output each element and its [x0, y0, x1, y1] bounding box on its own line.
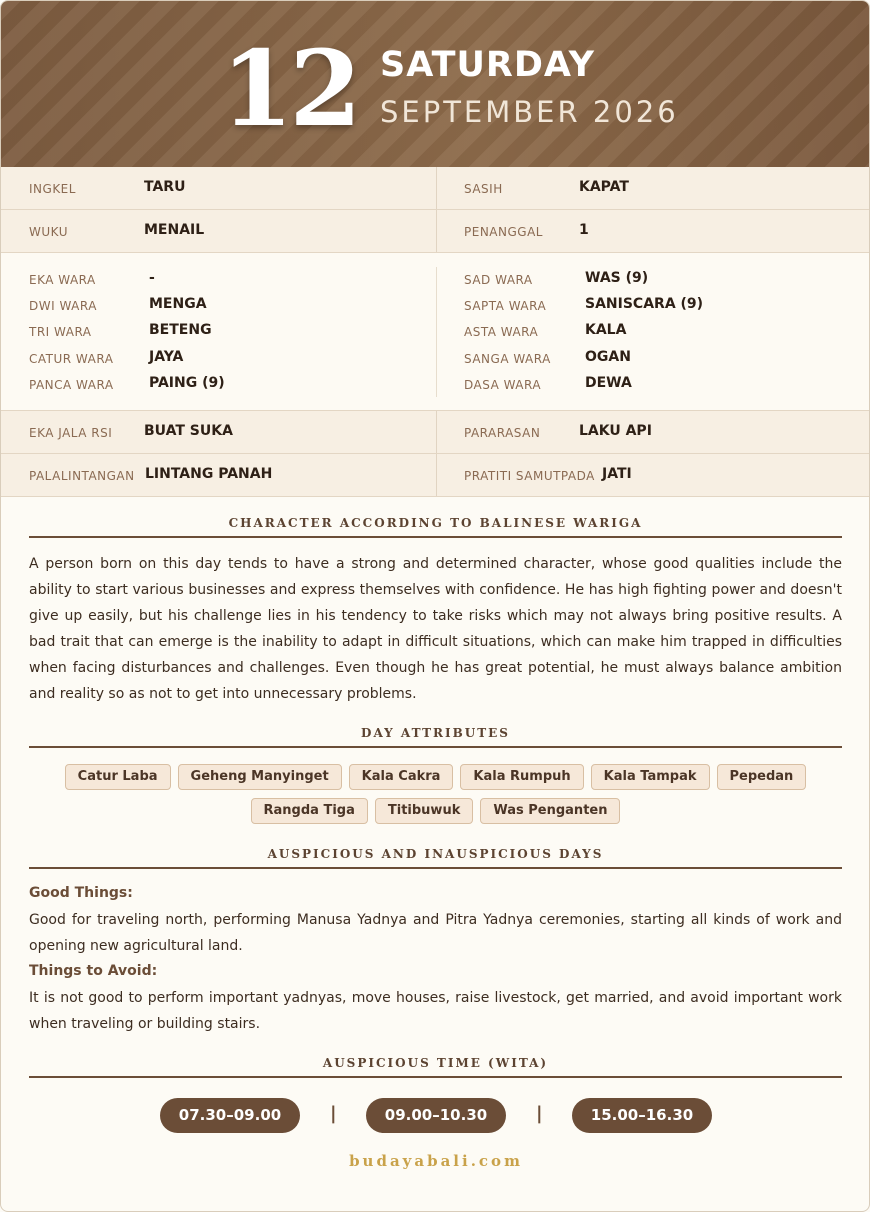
- tri-wara-value: BETENG: [149, 322, 212, 338]
- attribute-chip: Catur Laba: [65, 764, 171, 790]
- things-to-avoid-heading: Things to Avoid:: [29, 963, 158, 979]
- sanga-wara-label: SANGA WARA: [464, 352, 551, 366]
- sapta-wara-label: SAPTA WARA: [464, 299, 547, 313]
- dwi-wara-value: MENGA: [149, 296, 207, 312]
- character-title: CHARACTER ACCORDING TO BALINESE WARIGA: [29, 516, 842, 538]
- eka-jala-rsi-label: EKA JALA RSI: [29, 426, 113, 440]
- attribute-chip: Rangda Tiga: [251, 798, 368, 824]
- ingkel-value: TARU: [144, 179, 186, 195]
- penanggal-label: PENANGGAL: [464, 225, 543, 239]
- pararasan-value: LAKU API: [579, 423, 652, 439]
- row-divider: [436, 454, 437, 496]
- attribute-chip: Geheng Manyinget: [178, 764, 342, 790]
- wuku-value: MENAIL: [144, 222, 205, 238]
- attribute-chip: Kala Tampak: [591, 764, 710, 790]
- asta-wara-label: ASTA WARA: [464, 325, 539, 339]
- info-row-ingkel-sasih: [1, 167, 870, 210]
- good-things-heading: Good Things:: [29, 885, 133, 901]
- row-divider: [436, 210, 437, 252]
- time-separator: |: [536, 1103, 543, 1124]
- time-slot: 15.00–16.30: [572, 1098, 712, 1133]
- sapta-wara-value: SANISCARA (9): [585, 296, 704, 312]
- date-header: [1, 1, 870, 167]
- dasa-wara-label: DASA WARA: [464, 378, 542, 392]
- day-attributes-title: DAY ATTRIBUTES: [29, 726, 842, 748]
- attribute-chip: Kala Cakra: [349, 764, 454, 790]
- dwi-wara-label: DWI WARA: [29, 299, 97, 313]
- attribute-list: [29, 764, 842, 824]
- info-row-ekajalarsi-pararasan: [1, 411, 870, 454]
- catur-wara-value: JAYA: [149, 349, 184, 365]
- day-number: 12: [221, 27, 358, 150]
- dasa-wara-value: DEWA: [585, 375, 632, 391]
- attribute-chip: Kala Rumpuh: [460, 764, 583, 790]
- wuku-label: WUKU: [29, 225, 68, 239]
- row-divider: [436, 167, 437, 209]
- pratiti-samutpada-label: PRATITI SAMUTPADA: [464, 469, 595, 483]
- eka-wara-value: -: [149, 270, 155, 286]
- attribute-chip: Titibuwuk: [375, 798, 473, 824]
- sad-wara-label: SAD WARA: [464, 273, 533, 287]
- attribute-chip: Was Penganten: [480, 798, 620, 824]
- weekday: SATURDAY: [380, 45, 595, 85]
- site-footer: budayabali.com: [349, 1152, 523, 1170]
- panca-wara-label: PANCA WARA: [29, 378, 114, 392]
- wara-divider: [436, 267, 437, 397]
- penanggal-value: 1: [579, 222, 589, 238]
- info-row-palalintangan-pratiti: [1, 454, 870, 497]
- row-divider: [436, 411, 437, 453]
- sanga-wara-value: OGAN: [585, 349, 631, 365]
- time-slot: 07.30–09.00: [160, 1098, 300, 1133]
- palalintangan-label: PALALINTANGAN: [29, 469, 135, 483]
- panca-wara-value: PAING (9): [149, 375, 225, 391]
- auspicious-days-title: AUSPICIOUS AND INAUSPICIOUS DAYS: [29, 847, 842, 869]
- eka-jala-rsi-value: BUAT SUKA: [144, 423, 233, 439]
- sasih-label: SASIH: [464, 182, 503, 196]
- catur-wara-label: CATUR WARA: [29, 352, 114, 366]
- sasih-value: KAPAT: [579, 179, 629, 195]
- tri-wara-label: TRI WARA: [29, 325, 92, 339]
- things-to-avoid-text: It is not good to perform important yadnyas, move houses, raise livestock, get married, and avoid important work when traveling or building stairs.: [29, 990, 842, 1032]
- wara-table: [1, 253, 870, 411]
- eka-wara-label: EKA WARA: [29, 273, 96, 287]
- pararasan-label: PARARASAN: [464, 426, 541, 440]
- palalintangan-value: LINTANG PANAH: [145, 466, 273, 482]
- time-separator: |: [330, 1103, 337, 1124]
- month-year: SEPTEMBER 2026: [380, 95, 679, 129]
- pratiti-samutpada-value: JATI: [602, 466, 632, 482]
- time-slots: [1, 1098, 870, 1134]
- sad-wara-value: WAS (9): [585, 270, 649, 286]
- asta-wara-value: KALA: [585, 322, 627, 338]
- auspicious-time-title: AUSPICIOUS TIME (WITA): [29, 1056, 842, 1078]
- good-things-text: Good for traveling north, performing Manusa Yadnya and Pitra Yadnya ceremonies, starting all kinds of work and opening new agricultural land.: [29, 912, 842, 954]
- ingkel-label: INGKEL: [29, 182, 76, 196]
- character-text: A person born on this day tends to have a strong and determined character, whose good qualities include the ability to start various businesses and express themselves with confidence. He has high fighting power and doesn't give up easily, but his challenge lies in his tendency to take risks which may not always bring positive results. A bad trait that can emerge is the inability to adapt in difficult situations, which can make him trapped in difficulties when facing disturbances and challenges. Even though he has great potential, he must always balance ambition and reality so as not to get into unnecessary problems.: [29, 556, 842, 702]
- attribute-chip: Pepedan: [717, 764, 807, 790]
- time-slot: 09.00–10.30: [366, 1098, 506, 1133]
- info-row-wuku-penanggal: [1, 210, 870, 253]
